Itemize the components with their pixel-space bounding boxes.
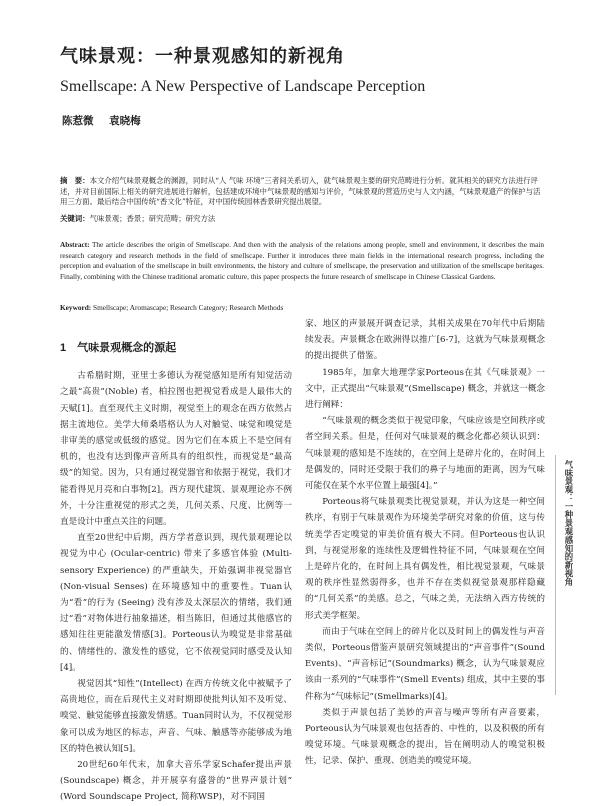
paragraph: 类似于声景包括了美妙的声音与噪声等所有声音要素，Porteous认为气味景观也包括香的、中性的，以及积极的所有嗅觉环境。气味景观概念的提出，旨在阐明动人的嗅觉积极性，记录、保护、重现、创造美的嗅觉环境。 [305,707,545,767]
paragraph: 而由于气味在空间上的碎片化以及时间上的偶发性与声音类似，Porteous借鉴声景研究领域提出的“声音事件”(Sound Events)、“声音标记”(Soundmarks) 概念，认为气味景观应该由一系列的“气味事件”(Smell Events) 组成，其中主要的事件称为“气味标记”(Smellmarks)[4]。 [305,626,545,702]
abstract-english [60,240,544,282]
body-left-column [60,316,292,806]
paragraph: Porteous将气味景观类比视觉景观，并认为这是一种空间秩序，有别于气味景观作为环境美学研究对象的价值，这与传统美学否定嗅觉的审美价值有极大不同。但Porteous也认识到，与视觉形象的连续性及逻辑性特征不同，气味景观在空间上是碎片化的，在时间上具有偶发性，相比视觉景观，气味景观的秩序性显然弱得多，也并不存在类似视觉景观那样隐藏的“几何关系”的美感。总之，气味之美，无法纳入西方传统的形式美学框架。 [305,497,545,621]
paragraph: “气味景观的概念类似于视觉印象，气味应该是空间秩序或者空间关系。但是，任何对气味景观的概念化都必须认识到：气味景观的感知是不连续的，在空间上是碎片化的，在时间上是偶发的，同时还受限于我们的鼻子与地面的距离，因为气味可能仅在某个水平位置上最强[4]。” [305,416,545,492]
keywords-text: 气味景观；香景；研究范畴；研究方法 [89,214,216,223]
body-right-column [305,316,545,770]
author-name: 袁晓梅 [109,115,141,127]
paragraph: 直至20世纪中后期，西方学者意识到，现代景观理论以视觉为中心 (Ocular-centric) 带来了多感官体验 (Multi-sensory Experience) 的严重缺失，开始强调非视觉器官 (Non-visual Senses) 在环境感知中的重要性。Tuan认为“看”的行为 (Seeing) 没有涉及太深层次的情绪，我们通过“看”对物体进行抽象描述，相当陈旧，但通过其他感官的感知往往更能激发情感[3]。Porteous认为嗅觉是非常基础的、情绪性的、激发性的感觉，它不依视觉同时感受及认知[4]。 [60,533,292,673]
author-name: 陈惹微 [62,115,94,127]
section-heading: 1 气味景观概念的源起 [60,342,177,354]
abstract-chinese [60,176,544,208]
keywords-label: Keyword: [60,303,92,312]
paragraph: 视觉因其“知性”(Intellect) 在西方传统文化中被赋予了高贵地位，而在后现代主义对时期即使批判认知不及听觉、嗅觉、触觉能够直接激发情感。Tuan同时认为，不仅视觉形象可以成为地区的标志，声音、气味、触感等亦能够成为地区的特色被认知[5]。 [60,679,292,754]
keywords-english [60,303,544,314]
paragraph: 20世纪60年代末，加拿大音乐学家Schafer提出声景 (Soundscape) 概念，并开展享有盛誉的“世界声景计划” (Word Soundscape Project, 简称WSP)，对不同国 [60,760,292,803]
abstract-label: Abstract: [60,240,90,249]
authors [62,113,153,128]
keywords-chinese [60,214,544,225]
abstract-text: 本文介绍气味景观概念的渊源，同时从“人 气味 环境”三者间关系切入，就气味景观主要的研究范畴进行分析。就其相关的研究方法进行评述，并对目前国际上相关的研究进展进行解析，包括建成环境中气味景观的感知与评价，气味景观的营造历史与人文内涵，气味景观遗产的保护与活用三方面。最后结合中国传统“香文化”特征，对中国传统园林香景研究提出展望。 [60,176,541,207]
paragraph: 古希腊时期，亚里士多德认为视觉感知是所有知觉活动之最“高贵”(Noble) 者，柏拉图也把视觉看成是人最伟大的天赋[1]。直至现代主义时期，视觉至上的观念在西方依然占据主流地位。美学大师桑塔格认为人对触觉、味觉和嗅觉是非审美的感觉或低级的感觉。因为它们在本质上不是空间有机的，也没有达到像声音所具有的组织性，而视觉是“最高级”的知觉。因为，只有通过视觉器官和依据于视觉，我们才能看得见月亮和白事物[2]。西方现代建筑、景观理论亦不例外，十分注重视觉的形式之美，几何关系、尺度、比例等一直是设计中重点关注的问题。 [60,371,292,528]
keywords-text: Smellscape; Aromascape; Research Category; Research Methods [93,303,284,312]
abstract-text: The article describes the origin of Smellscape. And then with the analysis of the relations among people, smell and environment, it describes the main research category and research methods in the field of smellscape. Further it introduces three main fields in the international research progress, including the perception and evaluation of the smellscape in built environments, the history and culture of smellscape, the preservation and utilization of the smellscape heritages. Finally, combining with the Chinese traditional aromatic culture, this paper prospects the future research of smellscape in Chinese Classical Gardens. [60,240,544,281]
sidebar-divider [555,455,556,695]
paragraph: 1985年，加拿大地理学家Porteous在其《气味景观》一文中，正式提出“气味景观”(Smellscape) 概念，并就这一概念进行阐释： [305,367,545,411]
paragraph: 家、地区的声景展开调查记录，其相关成果在70年代中后期陆续发表。声景概念在欧洲得以推广[6-7]，这就为气味景观概念的提出提供了借鉴。 [305,319,545,362]
keywords-label: 关键词： [60,214,90,223]
running-header-vertical: 气味景观：一种景观感知的新视角 [564,460,574,586]
title-english: Smellscape: A New Perspective of Landscape Perception [60,78,426,95]
title-chinese: 气味景观：一种景观感知的新视角 [60,46,345,67]
abstract-label: 摘 要： [60,176,90,185]
